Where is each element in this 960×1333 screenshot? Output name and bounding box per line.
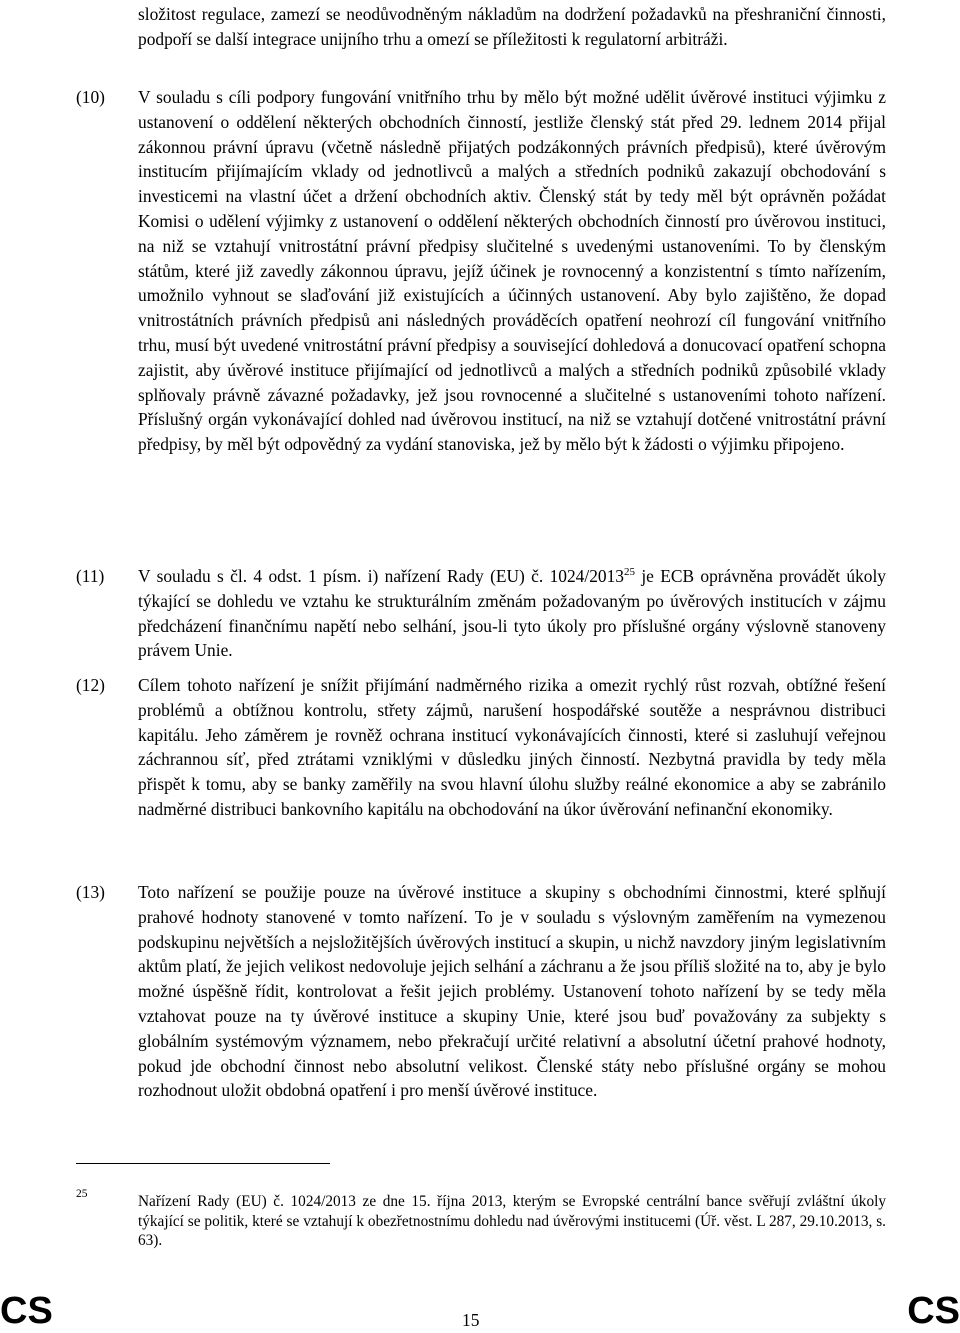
recital-number: (11) [76, 566, 105, 586]
recital-text-part: V souladu s čl. 4 odst. 1 písm. i) nařízení Rady (EU) č. 1024/2013 [138, 566, 624, 586]
footnote-separator [76, 1163, 330, 1164]
recital-13 [76, 880, 886, 1103]
recital-number: (13) [76, 882, 105, 902]
footnote [76, 1188, 886, 1251]
language-code-left: CS [0, 1290, 53, 1332]
recital-text: Toto nařízení se použije pouze na úvěrové instituce a skupiny s obchodními činnostmi, které splňují prahové hodnoty stanovené v tomto nařízení. To je v souladu s výslovným zaměřením na vymezenou podskupinu největších a nejsložitějších úvěrových institucí a skupin, u nichž navzdory jiným legislativním aktům platí, že jejich velikost nedovoluje jejich selhání a záchranu a že jsou příliš složité na to, aby je bylo možné úspěšně řídit, kontrolovat a řešit jejich problémy. Ustanovení tohoto nařízení by se tedy měla vztahovat pouze na ty úvěrové instituce a skupiny Unie, které jsou buď považovány za subjekty s globálním systémovým významem, nebo překračují určité relativní a absolutní účetní prahové hodnoty, pokud jde obchodní činnost nebo absolutní velikost. Členské státy nebo příslušné orgány se mohou rozhodnout uložit obdobná opatření i pro menší úvěrové instituce. [138, 882, 886, 1101]
recital-10 [76, 85, 886, 457]
footnote-number: 25 [76, 1188, 88, 1200]
recital-text: Cílem tohoto nařízení je snížit přijímání nadměrného rizika a omezit rychlý růst rozvah, obtížné řešení problémů a obtížnou kontrolu, střety zájmů, narušení hospodářské soutěže a nesprávnou distribuci kapitálu. Jeho záměrem je rovněž ochrana institucí vykonávajících činnosti, které si zasluhují veřejnou záchrannou síť, před ztrátami vzniklými v důsledku jiných činností. Nezbytná pravidla by tedy měla přispět k tomu, aby se banky zaměřily na svou hlavní úlohu služby reálné ekonomice a aby se zabránilo nadměrné distribuci bankovního kapitálu na obchodování na úkor úvěrování nefinanční ekonomiky. [138, 675, 886, 819]
recital-11 [76, 564, 886, 663]
language-code-right: CS [907, 1290, 960, 1332]
recital-number: (10) [76, 87, 105, 107]
recital-text [138, 564, 886, 663]
footnote-text: Nařízení Rady (EU) č. 1024/2013 ze dne 15. října 2013, kterým se Evropské centrální bance svěřují zvláštní úkoly týkající se politik, které se vztahují k obezřetnostnímu dohledu nad úvěrovými institucemi (Úř. věst. L 287, 29.10.2013, s. 63). [138, 1193, 886, 1249]
recital-text-part: je ECB oprávněna provádět úkoly týkající se dohledu ve vztahu ke strukturálním změnám požadovaným po úvěrových institucích v zájmu předcházení finančnímu napětí nebo selhání, jsou-li tyto úkoly pro příslušné orgány výslovně stanoveny právem Unie. [138, 566, 886, 661]
recital-text: V souladu s cíli podpory fungování vnitřního trhu by mělo být možné udělit úvěrové instituci výjimku z ustanovení o oddělení některých obchodních činností, jestliže členský stát před 29. lednem 2014 přijal zákonnou právní úpravu (včetně následně přijatých podzákonných právních předpisů), které úvěrovým institucím přijímajícím vklady od jednotlivců a malých a středních podniků zakazují obchodování s investicemi na vlastní účet a držení obchodních aktiv. Členský stát by tedy měl být oprávněn požádat Komisi o udělení výjimky z ustanovení o oddělení některých obchodních činností pro úvěrovou instituci, na niž se vztahují vnitrostátní právní předpisy slučitelné s uvedenými ustanoveními. To by členským státům, které již zavedly zákonnou úpravu, jejíž účinek je rovnocenný a konzistentní s tímto nařízením, umožnilo vyhnout se slaďování již existujících a účinných ustanovení. Aby bylo zajištěno, že dopad vnitrostátních právních předpisů ani následných prováděcích opatření neohrozí cíl fungování vnitřního trhu, musí být uvedené vnitrostátní právní předpisy a související dohledová a donucovací opatření schopna zajistit, aby úvěrové instituce přijímající od jednotlivců a malých a středních podniků způsobilé vklady splňovaly právně závazné požadavky, jež jsou rovnocenné a slučitelné s ustanoveními tohoto nařízení. Příslušný orgán vykonávající dohled nad úvěrovou institucí, na niž se vztahují dotčené vnitrostátní právní předpisy, by měl být odpovědný za vydání stanoviska, jež by mělo být k žádosti o výjimku připojeno. [138, 87, 886, 455]
footnote-reference: 25 [624, 566, 635, 578]
recital-number: (12) [76, 675, 105, 695]
continuation-paragraph: složitost regulace, zamezí se neodůvodněným nákladům na dodržení požadavků na přeshraniční činnosti, podpoří se další integrace unijního trhu a omezí se příležitosti k regulatorní arbitráži. [138, 4, 886, 49]
page-number: 15 [462, 1310, 480, 1330]
recital-12 [76, 673, 886, 822]
